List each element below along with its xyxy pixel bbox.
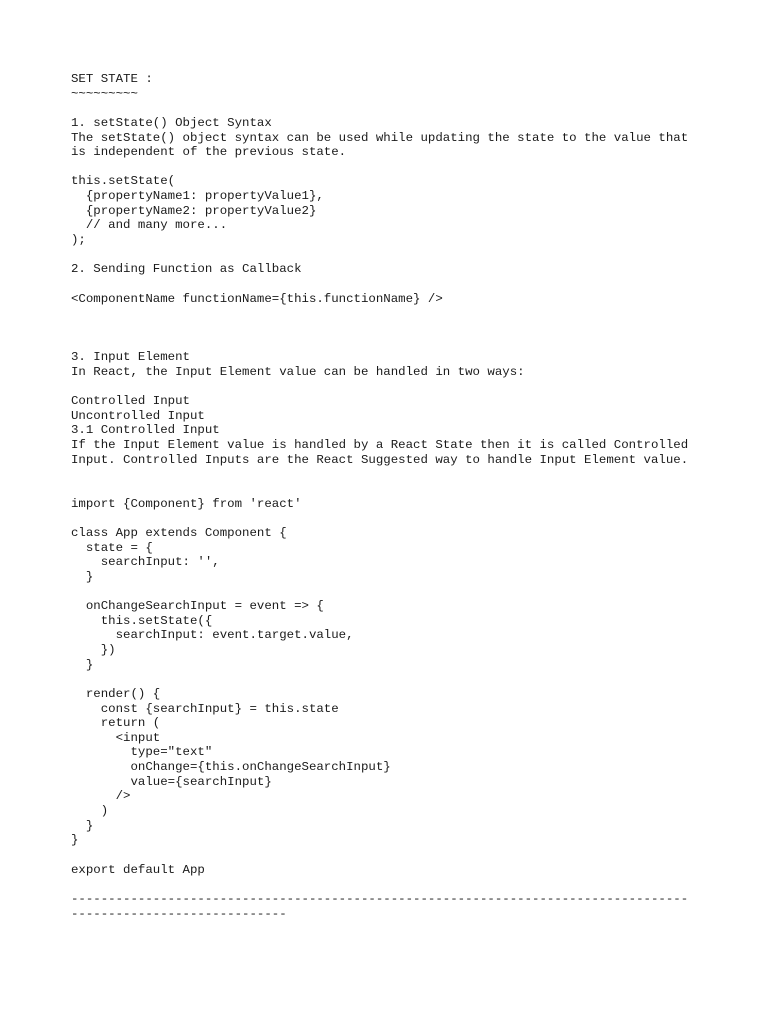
text-line	[71, 467, 711, 482]
text-line: <input	[71, 730, 161, 745]
text-line: />	[71, 789, 131, 804]
text-line: <ComponentName functionName={this.functionName} />	[71, 291, 443, 306]
text-line: this.setState(	[71, 174, 176, 189]
text-line: const {searchInput} = this.state	[71, 701, 339, 716]
text-line: value={searchInput}	[71, 774, 272, 789]
text-line: onChange={this.onChangeSearchInput}	[71, 760, 391, 775]
document-body	[71, 72, 711, 921]
text-line: }	[71, 569, 94, 584]
text-line: SET STATE :	[71, 72, 153, 86]
text-line: searchInput: '',	[71, 555, 220, 570]
text-line: );	[71, 233, 86, 248]
text-line: this.setState({	[71, 613, 213, 628]
text-line: 3. Input Element	[71, 350, 190, 365]
text-line	[71, 277, 711, 292]
text-line: {propertyName1: propertyValue1},	[71, 189, 324, 204]
text-line: 1. setState() Object Syntax	[71, 115, 272, 130]
text-line	[71, 584, 711, 599]
text-line: -----------------------------	[71, 906, 287, 921]
text-line: Input. Controlled Inputs are the React Suggested way to handle Input Element value.	[71, 452, 689, 467]
text-line: ~~~~~~~~~	[71, 86, 138, 101]
text-line: // and many more...	[71, 218, 228, 233]
text-line: is independent of the previous state.	[71, 145, 347, 160]
text-line	[71, 306, 711, 321]
text-line: Uncontrolled Input	[71, 408, 205, 423]
text-line	[71, 101, 711, 116]
text-line: onChangeSearchInput = event => {	[71, 599, 324, 614]
text-line: state = {	[71, 540, 153, 555]
text-line	[71, 511, 711, 526]
text-line: import {Component} from 'react'	[71, 496, 302, 511]
text-line: 2. Sending Function as Callback	[71, 262, 302, 277]
text-line: )	[71, 804, 109, 819]
text-line	[71, 848, 711, 863]
text-line	[71, 248, 711, 263]
text-line: render() {	[71, 686, 161, 701]
text-line	[71, 672, 711, 687]
text-line	[71, 336, 711, 351]
text-line	[71, 482, 711, 497]
text-line: return (	[71, 716, 161, 731]
text-line: searchInput: event.target.value,	[71, 628, 354, 643]
text-line: In React, the Input Element value can be handled in two ways:	[71, 364, 525, 379]
text-line: })	[71, 642, 116, 657]
text-line: export default App	[71, 862, 205, 877]
text-line: }	[71, 818, 94, 833]
text-line: type="text"	[71, 745, 213, 760]
text-line: The setState() object syntax can be used while updating the state to the value that	[71, 130, 689, 145]
text-line	[71, 379, 711, 394]
text-line: If the Input Element value is handled by a React State then it is called Controlled	[71, 438, 689, 453]
text-line: {propertyName2: propertyValue2}	[71, 203, 317, 218]
text-line: Controlled Input	[71, 394, 190, 409]
text-line: class App extends Component {	[71, 525, 287, 540]
text-line	[71, 160, 711, 175]
text-line: -----------------------------------------------------------------------------------	[71, 891, 689, 906]
text-line: 3.1 Controlled Input	[71, 423, 220, 438]
text-line	[71, 877, 711, 892]
text-line: }	[71, 657, 94, 672]
text-line	[71, 321, 711, 336]
text-line: }	[71, 833, 79, 848]
